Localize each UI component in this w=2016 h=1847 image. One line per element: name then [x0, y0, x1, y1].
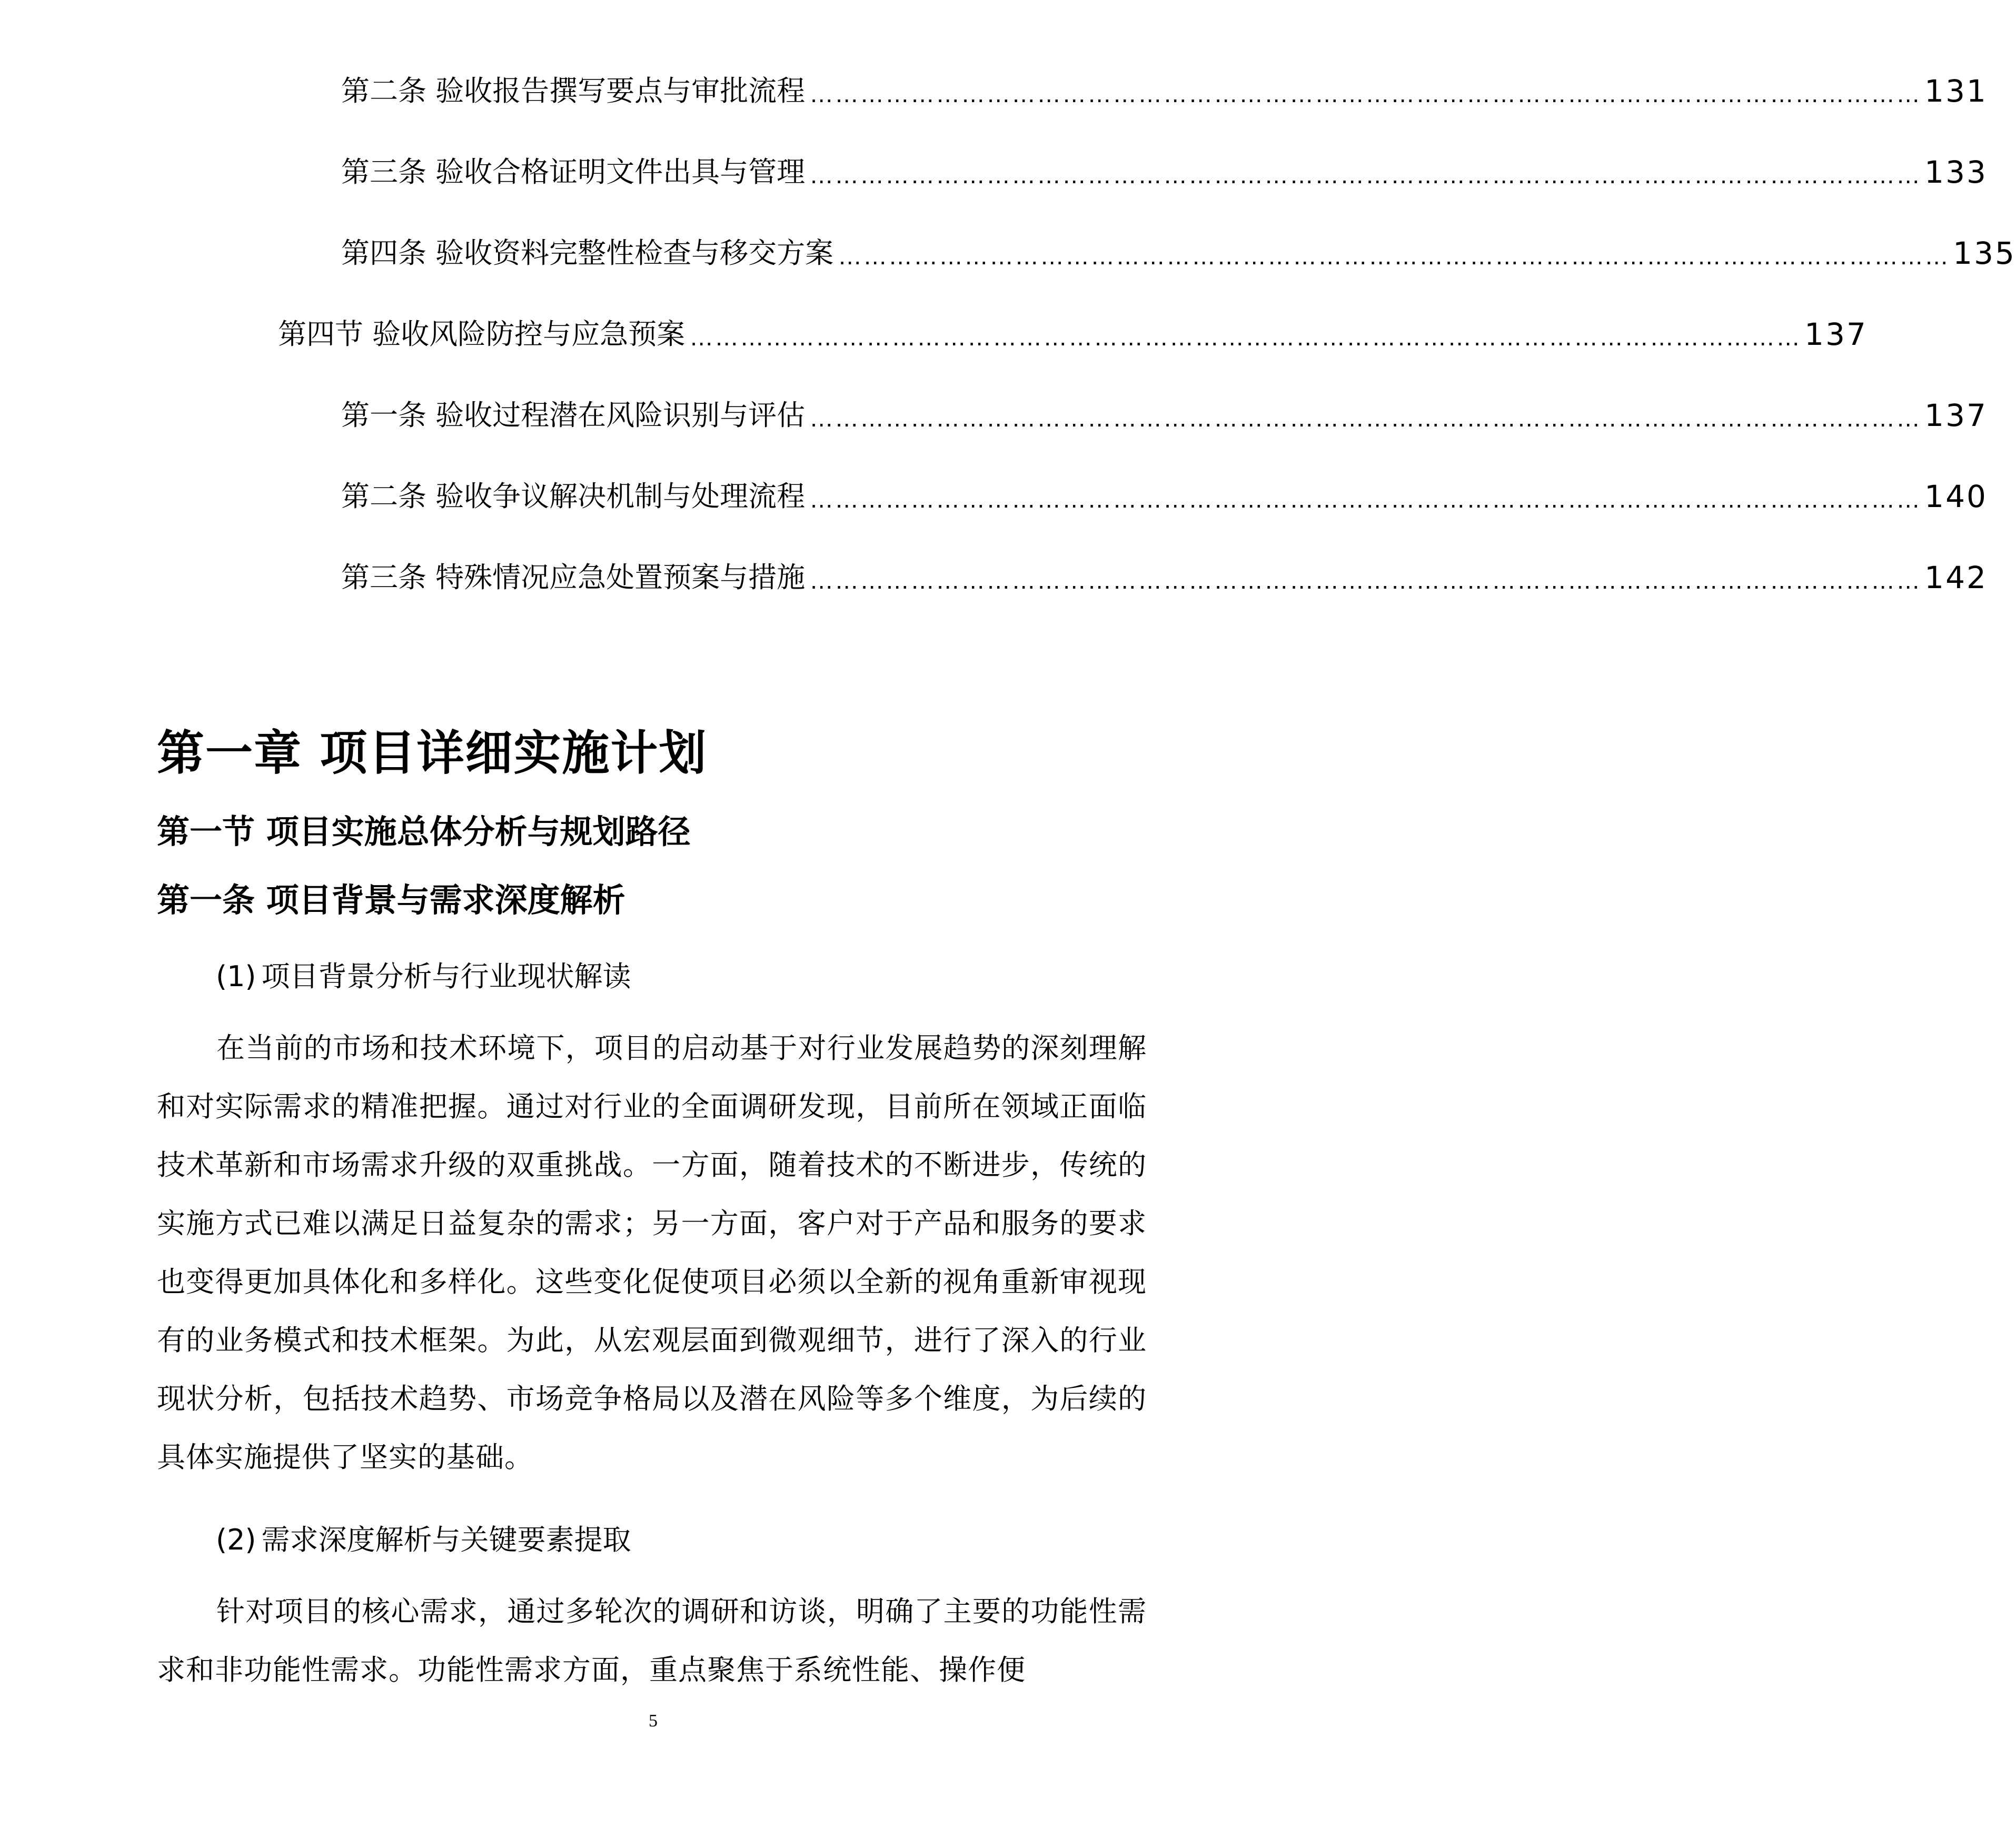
toc-page-number: 135 [1953, 235, 2016, 271]
toc-entry[interactable] [341, 473, 1988, 520]
toc-page-number: 131 [1924, 73, 1988, 109]
subheading-text: 项目背景分析与行业现状解读 [261, 960, 631, 993]
toc-dot-leader: …………………………………………………………………………………………………………………… [809, 567, 1922, 594]
toc-entry[interactable] [278, 311, 1868, 358]
toc-page-number: 140 [1924, 479, 1988, 514]
toc-entry[interactable] [341, 392, 1988, 439]
toc-dot-leader: …………………………………………………………………………………………………………………… [838, 242, 1950, 270]
toc-entry[interactable] [341, 148, 1988, 196]
article-title: 第一条 项目背景与需求深度解析 [157, 881, 625, 919]
chapter-title: 第一章 项目详细实施计划 [157, 725, 708, 781]
toc-dot-leader: …………………………………………………………………………………………………………………… [809, 404, 1922, 432]
toc-entry[interactable] [341, 230, 2016, 277]
subheading-2 [216, 1516, 631, 1564]
toc-page-number: 133 [1924, 154, 1988, 190]
page-number: 5 [649, 1711, 658, 1731]
toc-entry[interactable] [341, 554, 1988, 601]
toc-entry-label: 第四条 验收资料完整性检查与移交方案 [341, 236, 834, 270]
toc-entry-label: 第三条 验收合格证明文件出具与管理 [341, 155, 806, 188]
toc-entry[interactable] [341, 67, 1988, 115]
toc-entry-label: 第二条 验收报告撰写要点与审批流程 [341, 74, 806, 107]
toc-entry-label: 第四节 验收风险防控与应急预案 [278, 317, 686, 351]
toc-dot-leader: …………………………………………………………………………………………………………………… [809, 80, 1922, 107]
toc-dot-leader: …………………………………………………………………………………………………………………… [689, 323, 1802, 351]
subheading-number: (1) [216, 960, 256, 993]
toc-entry-label: 第一条 验收过程潜在风险识别与评估 [341, 399, 806, 432]
toc-page-number: 142 [1924, 560, 1988, 595]
toc-entry-label: 第三条 特殊情况应急处置预案与措施 [341, 561, 806, 594]
subheading-1 [216, 953, 631, 1000]
subheading-text: 需求深度解析与关键要素提取 [261, 1523, 631, 1556]
body-paragraph-1: 在当前的市场和技术环境下，项目的启动基于对行业发展趋势的深刻理解和对实际需求的精准把握。通过对行业的全面调研发现，目前所在领域正面临技术革新和市场需求升级的双重挑战。一方面，随着技术的不断进步，传统的实施方式已难以满足日益复杂的需求；另一方面，客户对于产品和服务的要求也变得更加具体化和多样化。这些变化促使项目必须以全新的视角重新审视现有的业务模式和技术框架。为此，从宏观层面到微观细节，进行了深入的行业现状分析，包括技术趋势、市场竞争格局以及潜在风险等多个维度，为后续的具体实施提供了坚实的基础。 [157, 1031, 1147, 1474]
section-title: 第一节 项目实施总体分析与规划路径 [157, 812, 691, 851]
toc-dot-leader: …………………………………………………………………………………………………………………… [809, 161, 1922, 188]
toc-entry-label: 第二条 验收争议解决机制与处理流程 [341, 480, 806, 513]
toc-page-number: 137 [1804, 316, 1868, 352]
subheading-number: (2) [216, 1523, 256, 1556]
body-paragraph-2: 针对项目的核心需求，通过多轮次的调研和访谈，明确了主要的功能性需求和非功能性需求。功能性需求方面，重点聚焦于系统性能、操作便 [157, 1595, 1147, 1686]
toc-page-number: 137 [1924, 398, 1988, 433]
toc-dot-leader: …………………………………………………………………………………………………………………… [809, 485, 1922, 513]
